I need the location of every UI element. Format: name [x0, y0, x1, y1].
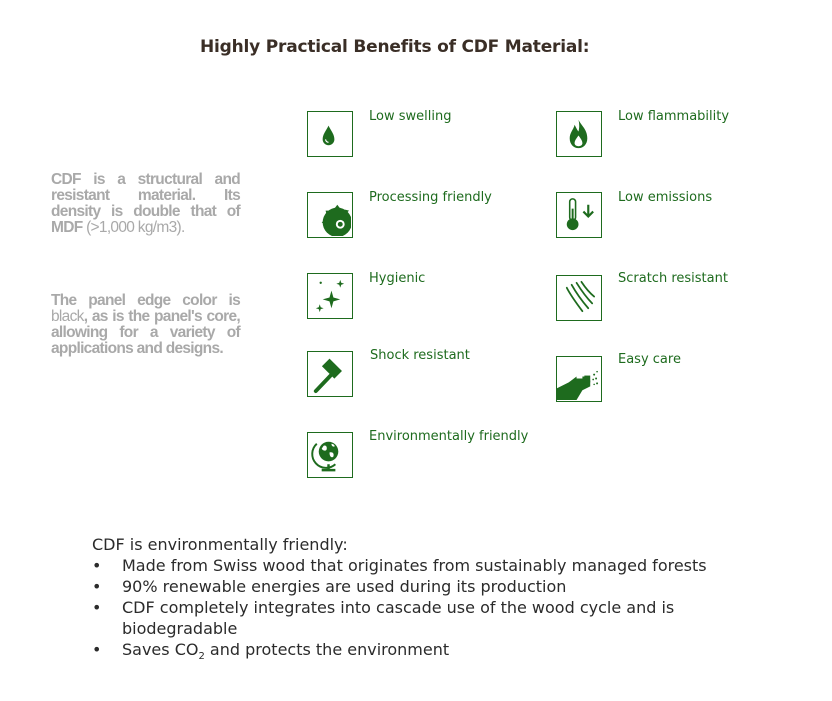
list-item: • 90% renewable energies are used during its production — [92, 576, 712, 597]
co2-prefix: Saves CO — [122, 640, 199, 659]
feature-label-environmentally-friendly: Environmentally friendly — [369, 429, 529, 444]
water-drop-icon — [307, 111, 353, 157]
co2-subscript: 2 — [198, 651, 205, 663]
edge-color-paragraph — [51, 293, 240, 357]
feature-label-processing-friendly: Processing friendly — [369, 190, 492, 205]
environment-list — [92, 555, 712, 667]
edge-color-text-1: The panel edge color is — [51, 292, 240, 309]
edge-color-text-2: , as is the panel's core, allowing for a variety of applications and designs. — [51, 308, 240, 357]
hammer-icon — [307, 351, 353, 397]
edge-color-value: black — [51, 308, 84, 325]
page-title: Highly Practical Benefits of CDF Material: — [200, 37, 590, 57]
feature-label-scratch-resistant: Scratch resistant — [618, 271, 728, 286]
feature-label-low-emissions: Low emissions — [618, 190, 713, 205]
flame-icon — [556, 111, 602, 157]
feature-label-low-swelling: Low swelling — [369, 109, 452, 124]
environment-title: CDF is environmentally friendly: — [92, 535, 348, 554]
feature-label-easy-care: Easy care — [618, 352, 681, 367]
sparkles-icon — [307, 273, 353, 319]
feature-label-hygienic: Hygienic — [369, 271, 426, 286]
globe-icon — [307, 432, 353, 478]
saw-blade-icon — [307, 192, 353, 238]
spray-bottle-icon — [556, 356, 602, 402]
co2-suffix: and protects the environment — [204, 640, 450, 659]
feature-label-shock-resistant: Shock resistant — [370, 348, 470, 363]
scratch-marks-icon — [556, 275, 602, 321]
density-paragraph — [51, 172, 240, 236]
list-item — [92, 639, 712, 667]
thermometer-icon — [556, 192, 602, 238]
environment-section — [92, 534, 712, 667]
list-item: • Made from Swiss wood that originates from sustainably managed forests — [92, 555, 712, 576]
list-item: • CDF completely integrates into cascade use of the wood cycle and is biodegradable — [92, 597, 712, 639]
density-value: (>1,000 kg/m3). — [82, 219, 185, 236]
feature-label-low-flammability: Low flammability — [618, 109, 730, 124]
density-text: CDF is a structural and resistant material. Its density is double that of MDF — [51, 171, 240, 236]
